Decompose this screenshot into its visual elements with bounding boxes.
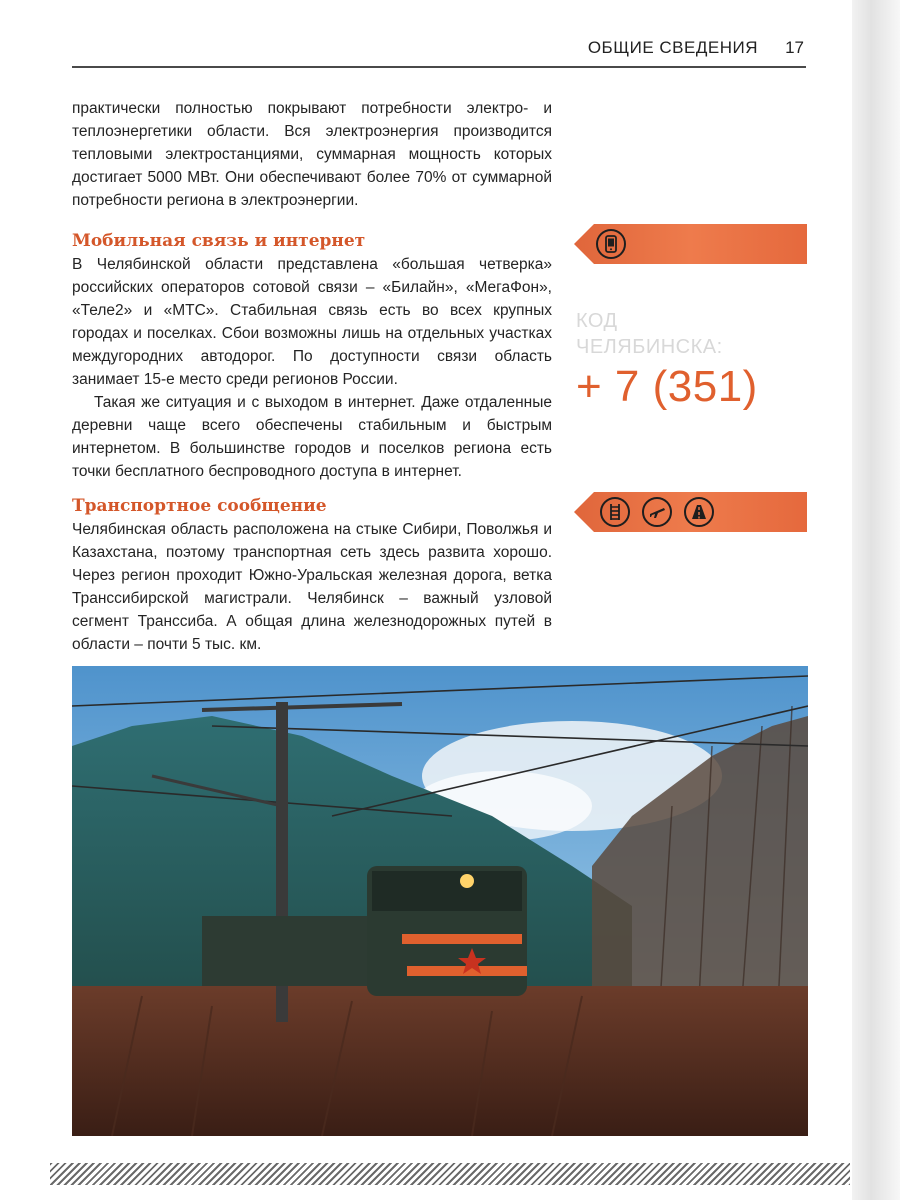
city-code-value: + 7 (351) xyxy=(576,362,758,411)
airplane-icon xyxy=(642,497,672,527)
city-code-label xyxy=(576,308,723,360)
road-icon xyxy=(684,497,714,527)
section-title: ОБЩИЕ СВЕДЕНИЯ xyxy=(587,38,758,57)
transport-ribbon xyxy=(574,492,807,532)
page-header xyxy=(72,34,806,68)
transport-section-heading: Транспортное сообщение xyxy=(72,496,327,516)
mobile-paragraph-1: В Челябинской области представлена «большая четверка» российских операторов сотовой связи – «Билайн», «МегаФон», «Теле2» и «МТС». Стабильная связь есть во всех крупных городах и поселках. Сбои возможны лишь на отдельных участках междугородних автодорог. По доступности связи область занимает 15-е место среди регионов России. xyxy=(72,256,552,388)
bottom-hatch-decoration xyxy=(50,1163,850,1185)
transport-paragraph-1: Челябинская область расположена на стыке Сибири, Поволжья и Казахстана, поэтому транспортная сеть здесь развита хорошо. Через регион проходит Южно-Уральская железная дорога, ветка Транссибирской магистрали. Челябинск – важный узловой сегмент Транссиба. А общая длина железнодорожных путей в области – почти 5 тыс. км. xyxy=(72,521,552,653)
mobile-ribbon xyxy=(574,224,807,264)
city-code-label-line1: КОД xyxy=(576,310,618,332)
transport-section xyxy=(72,494,552,656)
mobile-section-heading: Мобильная связь и интернет xyxy=(72,231,366,251)
page-number: 17 xyxy=(785,38,804,57)
train-photo-illustration xyxy=(72,666,808,1136)
foreground-brush xyxy=(72,986,808,1136)
railway-icon xyxy=(600,497,630,527)
mobile-phone-icon xyxy=(596,229,626,259)
mobile-paragraph-2: Такая же ситуация и с выходом в интернет. Даже отдаленные деревни чаще всего обеспечены стабильным и быстрым интернетом. В большинстве городов и поселков региона есть точки бесплатного беспроводного доступа в интернет. xyxy=(72,394,552,480)
intro-block xyxy=(72,97,552,212)
city-code-label-line2: ЧЕЛЯБИНСКА: xyxy=(576,336,723,358)
intro-paragraph: практически полностью покрывают потребности электро- и теплоэнергетики области. Вся электроэнергия производится тепловыми электростанциями, суммарная мощность которых достигает 5000 МВт. Они обеспечивают более 70% от суммарной потребности региона в электроэнергии. xyxy=(72,100,552,209)
train-photo xyxy=(72,666,808,1136)
mobile-section xyxy=(72,229,552,483)
page-edge xyxy=(852,0,900,1200)
